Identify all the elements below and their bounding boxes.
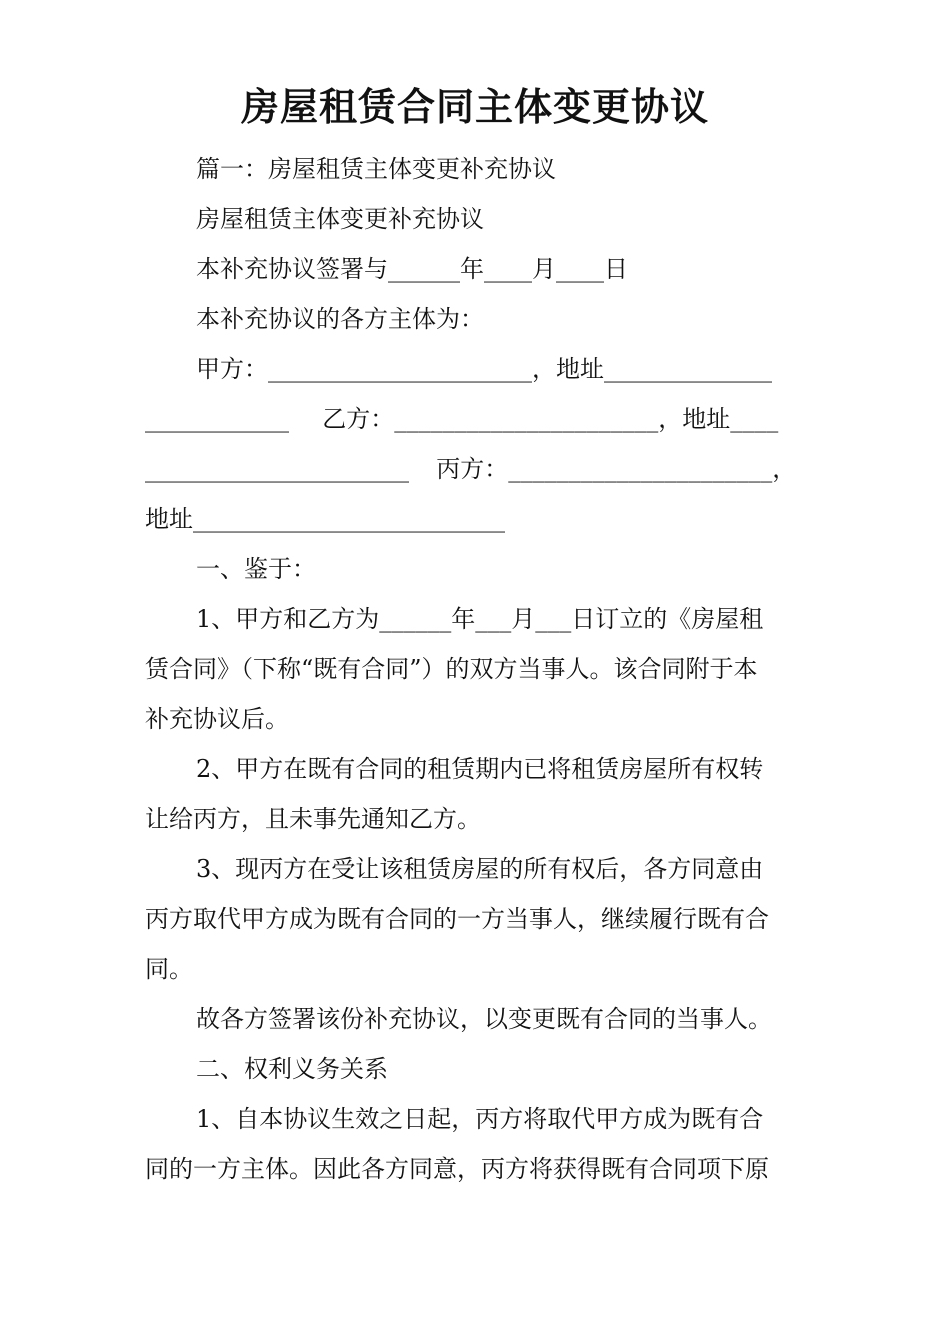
agreement-subtitle: 房屋租赁主体变更补充协议 bbox=[196, 205, 484, 233]
clause-1-3-line3: 同。 bbox=[145, 955, 193, 983]
clause-1-3-line2: 丙方取代甲方成为既有合同的一方当事人，继续履行既有合 bbox=[145, 905, 769, 933]
document-body bbox=[145, 146, 807, 1196]
clause-1-2-line1: 2、甲方在既有合同的租赁期内已将租赁房屋所有权转 bbox=[196, 755, 764, 783]
party-a-line: 甲方：______________________，地址______________ bbox=[196, 355, 772, 383]
party-a-address-continuation: ____________ bbox=[145, 405, 289, 433]
party-b-address-continuation: ______________________ bbox=[145, 455, 409, 483]
section-one-heading: 一、鉴于： bbox=[196, 555, 316, 583]
clause-2-1-line2: 同的一方主体。因此各方同意，丙方将获得既有合同项下原 bbox=[145, 1155, 769, 1183]
party-b-line bbox=[145, 396, 807, 446]
document-title: 房屋租赁合同主体变更协议 bbox=[240, 85, 709, 129]
purpose-statement: 故各方签署该份补充协议，以变更既有合同的当事人。 bbox=[196, 1005, 772, 1033]
clause-2-1-line1: 1、自本协议生效之日起，丙方将取代甲方成为既有合 bbox=[196, 1105, 764, 1133]
clause-1-3-line1: 3、现丙方在受让该租赁房屋的所有权后，各方同意由 bbox=[196, 855, 764, 883]
parties-intro: 本补充协议的各方主体为： bbox=[196, 305, 484, 333]
clause-1-1-line1: 1、甲方和乙方为______年___月___日订立的《房屋租 bbox=[196, 605, 764, 633]
clause-1-2-line2: 让给丙方，且未事先通知乙方。 bbox=[145, 805, 481, 833]
party-c-address: 地址__________________________ bbox=[145, 505, 505, 533]
signing-date-line: 本补充协议签署与______年____月____日 bbox=[196, 255, 628, 283]
clause-1-1-line3: 补充协议后。 bbox=[145, 705, 289, 733]
party-c-text: 丙方：______________________， bbox=[436, 455, 797, 483]
party-b-text: 乙方：______________________，地址____ bbox=[322, 405, 779, 433]
clause-1-1-line2: 赁合同》（下称“既有合同”）的双方当事人。该合同附于本 bbox=[145, 655, 758, 683]
section-two-heading: 二、权利义务关系 bbox=[196, 1055, 388, 1083]
party-c-line bbox=[145, 446, 807, 496]
section-heading: 篇一：房屋租赁主体变更补充协议 bbox=[196, 155, 556, 183]
